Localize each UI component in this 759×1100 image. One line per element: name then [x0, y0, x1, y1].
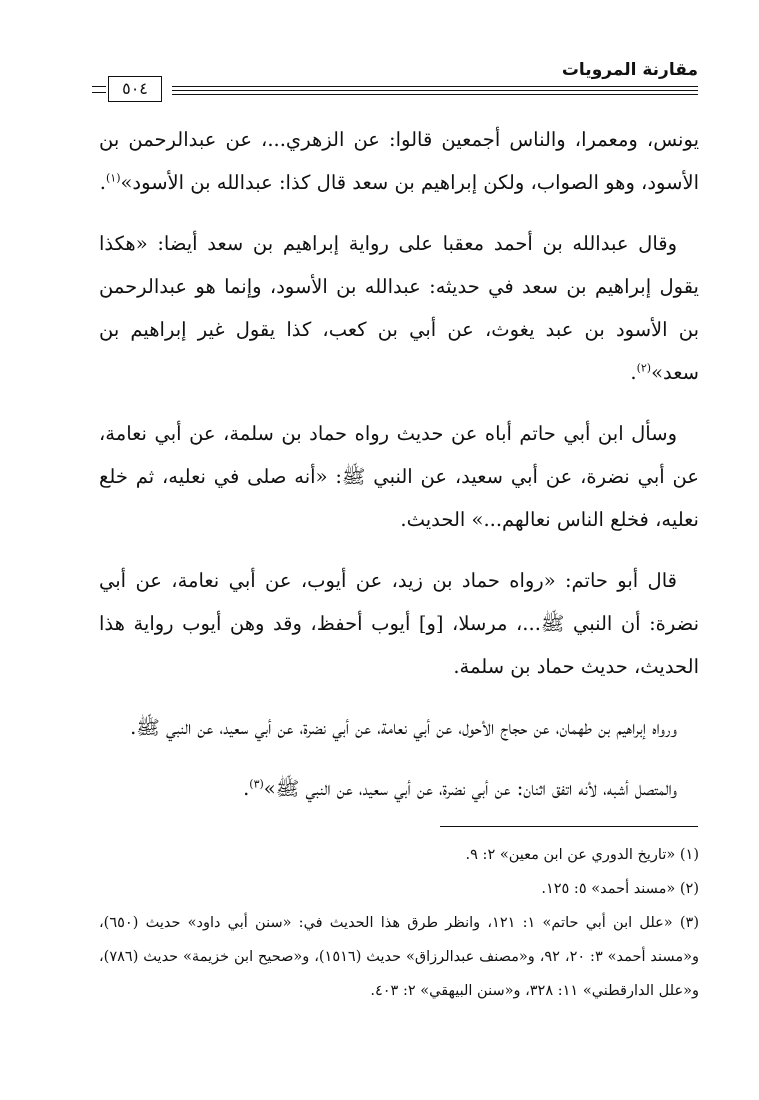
header-rule: [172, 86, 698, 87]
paragraph: وسأل ابن أبي حاتم أباه عن حديث رواه حماد بن سلمة، عن أبي نعامة، عن أبي نضرة، عن أبي سعيد، عن النبي ﷺ: «أنه صلى في نعليه، ثم خلع نعليه، فخلع الناس نعالهم...» الحديث.: [99, 422, 699, 531]
page-number: ٥٠٤: [108, 76, 162, 102]
footnote-marker: (٣): [249, 777, 264, 791]
running-title: مقارنة المرويات: [561, 60, 698, 80]
header-ornament: [92, 92, 106, 93]
page-header: [100, 56, 698, 106]
header-ornament: [92, 86, 106, 87]
paragraph: والمتصل أشبه، لأنه اتفق اثنان: عن أبي نضرة، عن أبي سعيد، عن النبي ﷺ»$^{(٣)}$.: [243, 777, 677, 800]
main-text: [99, 118, 699, 828]
footnote-marker: (١): [105, 171, 121, 185]
footnote: (٣) «علل ابن أبي حاتم» ١: ١٢١، وانظر طرق هذا الحديث في: «سنن أبي داود» حديث (٦٥٠)، و«مسند أحمد» ٣: ٢٠، ٩٢، و«مصنف عبدالرزاق» حديث (١٥١٦)، و«صحيح ابن خزيمة» حديث (٧٨٦)، و«علل الدارقطني» ١١: ٣٢٨، و«سنن البيهقي» ٢: ٤٠٣.: [99, 915, 700, 999]
paragraph: قال أبو حاتم: «رواه حماد بن زيد، عن أيوب، عن أبي نعامة، عن أبي نضرة: أن النبي ﷺ...، مرسلا، [و] أيوب أحفظ، وقد وهن أيوب رواية هذا الحديث، حديث حماد بن سلمة.: [99, 569, 699, 678]
paragraph: ورواه إبراهيم بن طهمان، عن حجاج الأحول، عن أبي نعامة، عن أبي نضرة، عن أبي سعيد، عن النبي ﷺ.: [130, 716, 677, 739]
footnote-marker: (٢): [636, 361, 652, 375]
footnote-separator: [440, 826, 698, 827]
header-rule: [172, 94, 698, 95]
footnote: (٢) «مسند أحمد» ٥: ١٢٥.: [541, 881, 699, 897]
footnote: (١) «تاريخ الدوري عن ابن معين» ٢: ٩.: [465, 847, 699, 863]
paragraph: وقال عبدالله بن أحمد معقبا على رواية إبراهيم بن سعد أيضا: «هكذا يقول إبراهيم بن سعد في حديثه: عبدالله بن الأسود، وإنما هو عبدالرحمن بن الأسود بن عبد يغوث، عن أبي بن كعب، كذا يقول غير إبراهيم بن سعد»$^{(٢)}$.: [99, 232, 699, 384]
footnotes: [99, 838, 699, 1008]
header-rule: [172, 90, 698, 91]
paragraph: يونس، ومعمرا، والناس أجمعين قالوا: عن الزهري...، عن عبدالرحمن بن الأسود، وهو الصواب، ولكن إبراهيم بن سعد قال كذا: عبدالله بن الأسود»$^{(١)}$.: [99, 128, 699, 194]
